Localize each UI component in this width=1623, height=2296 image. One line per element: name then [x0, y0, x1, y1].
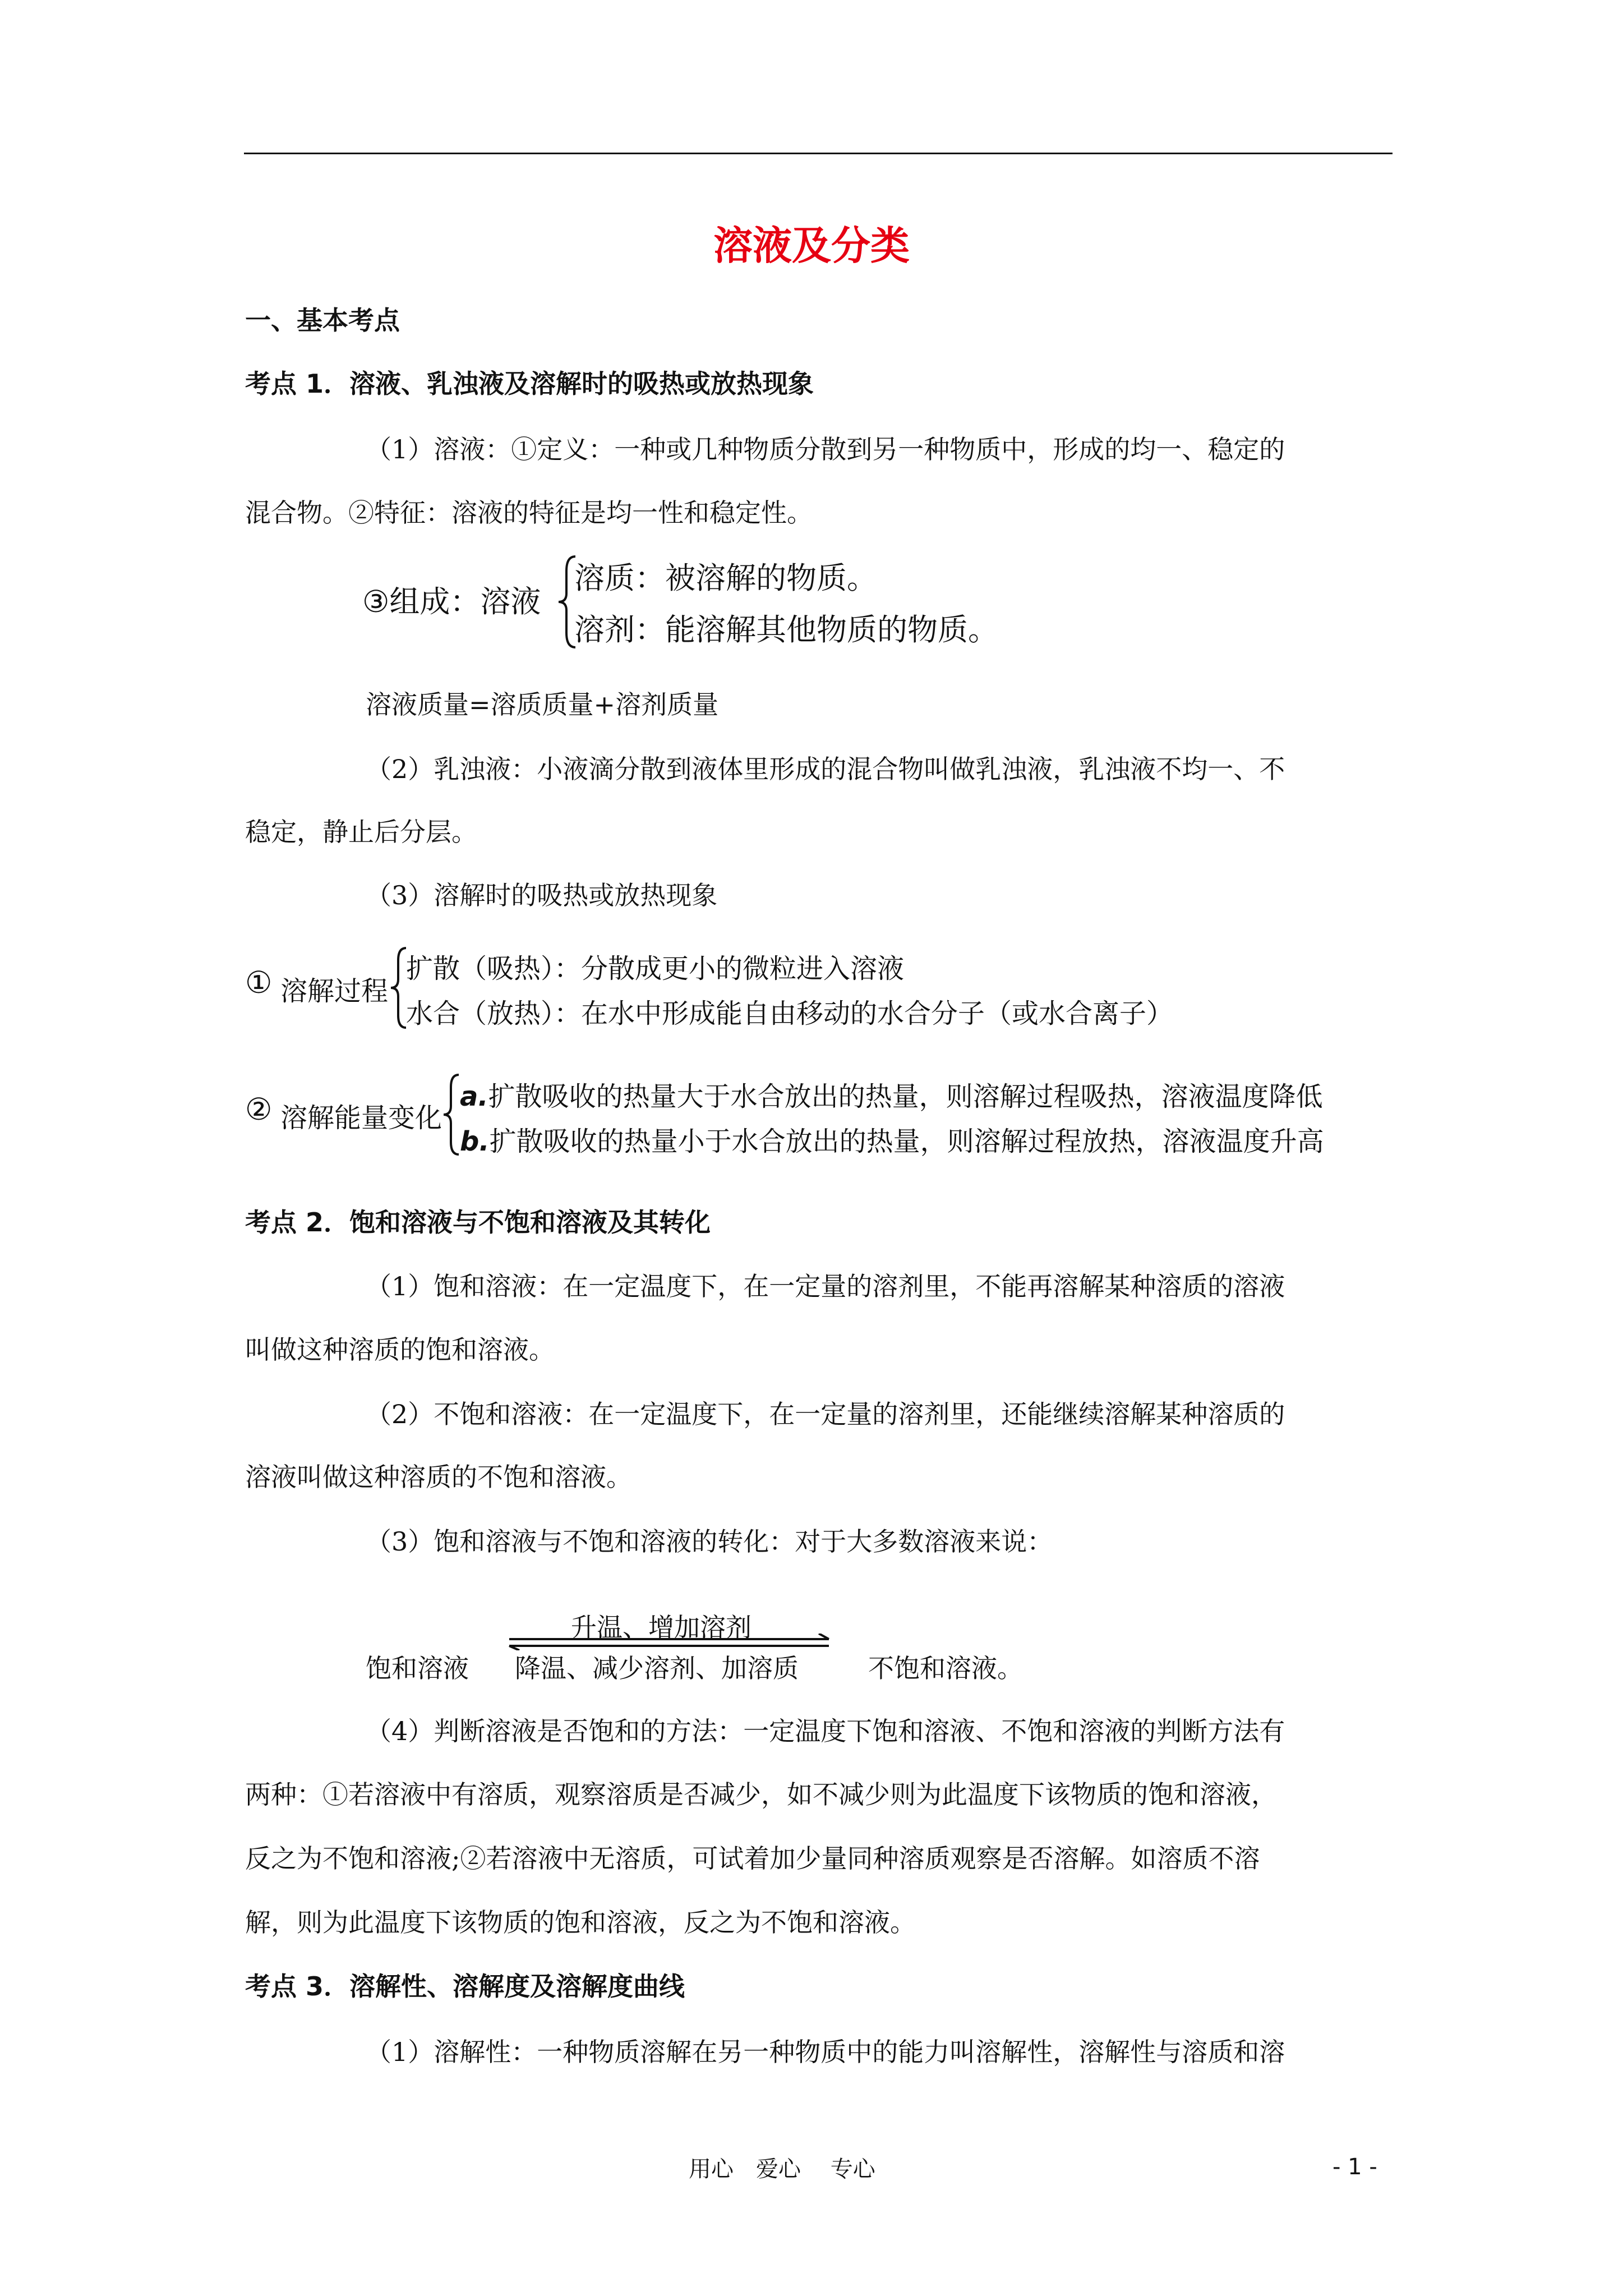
kp2-p4-line4: 解，则为此温度下该物质的饱和溶液，反之为不饱和溶液。 [245, 1907, 916, 1938]
header-rule [244, 153, 1393, 154]
energy-item-b-prefix: b. [460, 1126, 490, 1157]
kp1-p1-line1: （1）溶液：①定义：一种或几种物质分散到另一种物质中，形成的均一、稳定的 [366, 434, 1285, 464]
conversion-bottom-label: 降温、减少溶剂、加溶质 [515, 1653, 799, 1683]
process-hydration: 水合（放热）：在水中形成能自由移动的水合分子（或水合离子） [406, 998, 1174, 1029]
kp3-p1-line1: （1）溶解性：一种物质溶解在另一种物质中的能力叫溶解性，溶解性与溶质和溶 [366, 2037, 1285, 2067]
kp1-p1-line2: 混合物。②特征：溶液的特征是均一性和稳定性。 [245, 498, 813, 528]
energy-brace [442, 1073, 462, 1157]
process-diffusion: 扩散（吸热）：分散成更小的微粒进入溶液 [406, 953, 905, 984]
energy-label: 溶解能量变化 [280, 1102, 442, 1134]
kp2-p2-line2: 溶液叫做这种溶质的不饱和溶液。 [245, 1462, 632, 1492]
energy-item-a-prefix: a. [460, 1081, 488, 1112]
conversion-left: 饱和溶液 [366, 1653, 469, 1683]
kp2-p4-line1: （4）判断溶液是否饱和的方法：一定温度下饱和溶液、不饱和溶液的判断方法有 [366, 1716, 1285, 1746]
energy-item-a [460, 1075, 1323, 1114]
conversion-right: 不饱和溶液。 [868, 1653, 1023, 1683]
kp2-p4-line3: 反之为不饱和溶液;②若溶液中无溶质，可试着加少量同种溶质观察是否溶解。如溶质不溶 [245, 1843, 1260, 1874]
process-label: 溶解过程 [280, 976, 389, 1007]
kp2-heading: 考点 2．饱和溶液与不饱和溶液及其转化 [245, 1207, 711, 1237]
kp2-p1-line2: 叫做这种溶质的饱和溶液。 [245, 1335, 555, 1365]
composition-solvent: 溶剂：能溶解其他物质的物质。 [574, 612, 998, 647]
energy-item-b-text: 扩散吸收的热量小于水合放出的热量，则溶解过程放热，溶液温度升高 [489, 1126, 1324, 1157]
kp1-p2-line2: 稳定，静止后分层。 [245, 817, 477, 847]
section-heading: 一、基本考点 [245, 305, 400, 335]
kp2-p3: （3）饱和溶液与不饱和溶液的转化：对于大多数溶液来说： [366, 1526, 1053, 1557]
page-title: 溶液及分类 [713, 223, 910, 269]
footer-motto: 用心 爱心 专心 [689, 2156, 875, 2182]
page-number: - 1 - [1332, 2154, 1377, 2180]
kp1-p3: （3）溶解时的吸热或放热现象 [366, 880, 718, 910]
energy-item-b [460, 1120, 1324, 1158]
kp1-p2-line1: （2）乳浊液：小液滴分散到液体里形成的混合物叫做乳浊液，乳浊液不均一、不 [366, 754, 1285, 784]
energy-item-a-text: 扩散吸收的热量大于水合放出的热量，则溶解过程吸热，溶液温度降低 [488, 1081, 1323, 1112]
kp3-heading: 考点 3．溶解性、溶解度及溶解度曲线 [245, 1971, 685, 2001]
process-number: ① [245, 965, 273, 1000]
kp2-p2-line1: （2）不饱和溶液：在一定温度下，在一定量的溶剂里，还能继续溶解某种溶质的 [366, 1399, 1285, 1429]
kp1-heading: 考点 1．溶液、乳浊液及溶解时的吸热或放热现象 [245, 369, 814, 399]
mass-equation: 溶液质量=溶质质量+溶剂质量 [366, 689, 719, 720]
composition-label: ③组成：溶液 [362, 584, 541, 619]
energy-number: ② [245, 1092, 273, 1127]
composition-solute: 溶质：被溶解的物质。 [574, 560, 877, 596]
kp2-p1-line1: （1）饱和溶液：在一定温度下，在一定量的溶剂里，不能再溶解某种溶质的溶液 [366, 1271, 1285, 1301]
conversion-top-label: 升温、增加溶剂 [571, 1612, 751, 1642]
kp2-p4-line2: 两种：①若溶液中有溶质，观察溶质是否减少，如不减少则为此温度下该物质的饱和溶液， [245, 1779, 1277, 1810]
